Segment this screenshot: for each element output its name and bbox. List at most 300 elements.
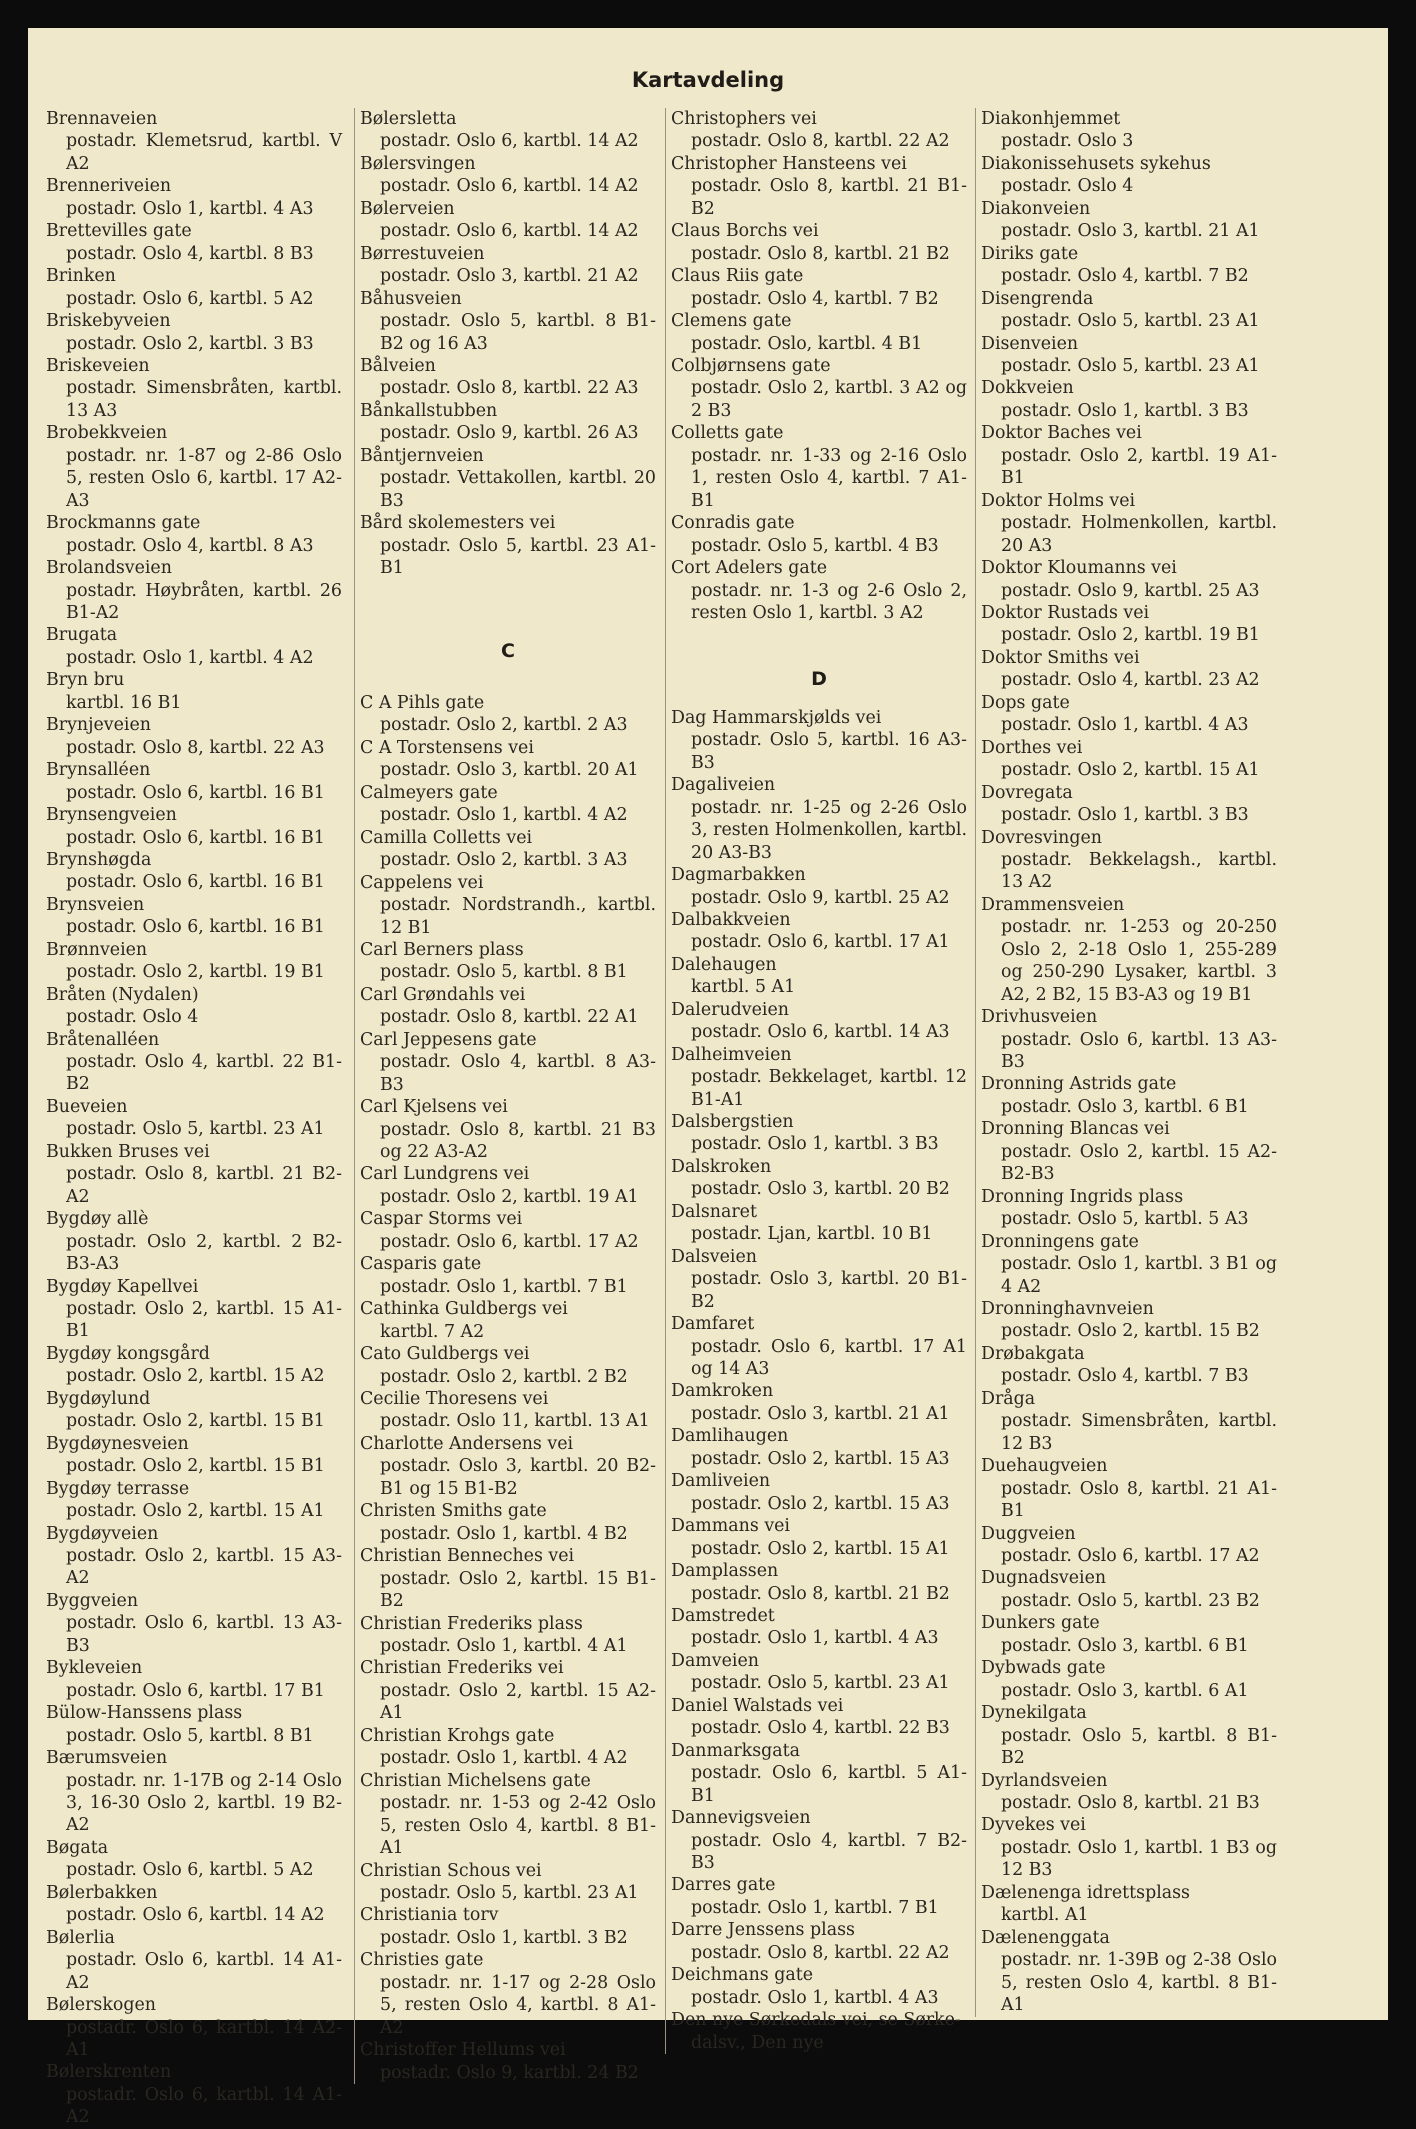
- street-name: Duggveien: [981, 1523, 1076, 1544]
- street-name: Christiania torv: [360, 1905, 499, 1926]
- street-name: Dalskroken: [671, 1156, 772, 1177]
- street-entry: [46, 1343, 342, 1388]
- street-detail: postadr. Oslo 4, kartbl. 23 A2: [1001, 670, 1260, 691]
- street-entry: [46, 1882, 342, 1927]
- street-entry: [981, 1388, 1277, 1455]
- street-name: Dalsveien: [671, 1246, 757, 1267]
- street-entry: [46, 1478, 342, 1523]
- street-detail: postadr. Oslo 8, kartbl. 21 B3 og 22 A3-A2: [380, 1119, 656, 1163]
- street-detail: postadr. Oslo 1, kartbl. 4 A2: [66, 647, 314, 668]
- street-detail: postadr. Oslo 2, kartbl. 15 A2-B2-B3: [1001, 1141, 1277, 1185]
- street-name: Diakonveien: [981, 198, 1091, 219]
- street-entry: [981, 1231, 1277, 1298]
- street-name: Bølersletta: [360, 109, 457, 129]
- street-entry: [671, 1695, 967, 1740]
- street-entry: [981, 1612, 1277, 1657]
- street-entry: [671, 1807, 967, 1874]
- street-entry: [46, 984, 342, 1029]
- street-name: Dops gate: [981, 692, 1070, 713]
- street-detail: postadr. Vettakollen, kartbl. 20 B3: [380, 468, 656, 511]
- street-name: Bølerbakken: [46, 1882, 158, 1903]
- street-detail: postadr. Oslo 1, kartbl. 3 B3: [691, 1134, 939, 1155]
- street-entry: [981, 108, 1277, 153]
- street-entry: [671, 422, 967, 512]
- street-name: Deichmans gate: [671, 1965, 814, 1986]
- street-detail: postadr. Oslo 6, kartbl. 14 A2: [66, 1905, 325, 1926]
- street-detail: postadr. Oslo 3, kartbl. 21 A1: [691, 1403, 950, 1424]
- street-entry: [46, 108, 342, 175]
- street-name: Carl Berners plass: [360, 939, 524, 960]
- street-name: Dovregata: [981, 782, 1073, 803]
- street-name: Daniel Walstads vei: [671, 1695, 844, 1716]
- street-name: Bålveien: [360, 355, 436, 376]
- street-detail: postadr. Oslo 4, kartbl. 7 B2-B3: [691, 1830, 967, 1873]
- street-detail: postadr. Oslo 2, kartbl. 15 A1: [1001, 760, 1260, 781]
- street-entry: [46, 1523, 342, 1590]
- street-entry: [360, 827, 656, 872]
- street-entry: [360, 1770, 656, 1860]
- street-detail: postadr. nr. 1-87 og 2-86 Oslo 5, resten Oslo 6, kartbl. 17 A2-A3: [66, 445, 342, 511]
- street-entry: [671, 954, 967, 999]
- street-entry: [671, 1111, 967, 1156]
- street-name: Dronning Ingrids plass: [981, 1186, 1184, 1207]
- street-detail: postadr. Oslo 4, kartbl. 7 B3: [1001, 1366, 1249, 1387]
- street-name: Den nye Sørkedals vei, se Sørke-: [671, 2010, 961, 2031]
- street-name: Diakonissehusets sykehus: [981, 153, 1211, 174]
- street-entry: [46, 512, 342, 557]
- street-entry: [981, 490, 1277, 557]
- street-name: Christian Krohgs gate: [360, 1725, 555, 1746]
- street-detail: kartbl. 16 B1: [66, 692, 182, 713]
- street-detail: postadr. Oslo 1, kartbl. 4 A3: [1001, 715, 1249, 736]
- entries-list: [671, 108, 967, 624]
- street-detail: postadr. Oslo 5, kartbl. 23 B2: [1001, 1590, 1260, 1611]
- street-name: Dalehaugen: [671, 954, 777, 975]
- street-entry: [981, 1567, 1277, 1612]
- street-name: Duehaugveien: [981, 1456, 1108, 1477]
- street-name: Dannevigsveien: [671, 1808, 811, 1829]
- street-name: Dronningens gate: [981, 1231, 1139, 1252]
- street-entry: [671, 1425, 967, 1470]
- street-detail: postadr. Oslo 4: [66, 1007, 199, 1028]
- street-detail: postadr. Oslo 5, kartbl. 23 A1: [380, 1882, 639, 1903]
- street-name: Christophers vei: [671, 109, 817, 129]
- street-detail: postadr. Oslo 5, kartbl. 23 A1: [1001, 355, 1260, 376]
- street-detail: postadr. Oslo 6, kartbl. 16 B1: [66, 782, 325, 803]
- street-name: Bærumsveien: [46, 1748, 168, 1769]
- street-entry: [981, 1927, 1277, 2017]
- street-detail: postadr. Oslo 1, kartbl. 4 A2: [380, 1748, 628, 1769]
- street-detail: postadr. Oslo 1, kartbl. 3 B3: [1001, 805, 1249, 826]
- street-detail: postadr. Oslo 5, kartbl. 8 B1: [66, 1725, 314, 1746]
- street-name: Båntjernveien: [360, 445, 484, 466]
- street-entry: [360, 872, 656, 939]
- street-entry: [46, 849, 342, 894]
- street-detail: postadr. Oslo 5, kartbl. 4 B3: [691, 535, 939, 556]
- street-entry: [46, 557, 342, 624]
- street-detail: postadr. Oslo 4, kartbl. 22 B3: [691, 1718, 950, 1739]
- street-entry: [360, 1343, 656, 1388]
- street-entry: [981, 1343, 1277, 1388]
- street-entry: [46, 714, 342, 759]
- street-entry: [46, 759, 342, 804]
- street-detail: postadr. Oslo 2, kartbl. 3 A3: [380, 850, 628, 871]
- street-detail: postadr. Oslo 4, kartbl. 8 B3: [66, 243, 314, 264]
- street-detail: postadr. Oslo 2, kartbl. 2 B2-B3-A3: [66, 1231, 342, 1275]
- street-name: Diakonhjemmet: [981, 109, 1121, 129]
- street-detail: postadr. Oslo 2, kartbl. 15 A1: [691, 1538, 950, 1559]
- street-detail: postadr. Oslo 2, kartbl. 19 A1-B1: [1001, 445, 1277, 489]
- street-name: Carl Grøndahls vei: [360, 984, 526, 1005]
- street-name: Dalbakkveien: [671, 909, 791, 930]
- column-2: [354, 108, 656, 2084]
- street-entry: [360, 1545, 656, 1612]
- street-name: Carl Kjelsens vei: [360, 1097, 508, 1118]
- street-detail: postadr. Oslo 6, kartbl. 16 B1: [66, 827, 325, 848]
- street-name: Bryn bru: [46, 670, 125, 691]
- street-entry: [46, 1433, 342, 1478]
- street-name: Drammensveien: [981, 894, 1125, 915]
- street-name: Charlotte Andersens vei: [360, 1433, 574, 1454]
- street-name: C A Torstensens vei: [360, 737, 534, 758]
- street-name: Briskeveien: [46, 355, 150, 376]
- street-detail: postadr. Oslo 2, kartbl. 19 B1: [66, 962, 325, 983]
- street-name: Dyvekes vei: [981, 1815, 1086, 1836]
- street-name: Bygdøy Kapellvei: [46, 1276, 199, 1297]
- street-detail: postadr. Oslo 6, kartbl. 14 A3: [691, 1022, 950, 1043]
- street-detail: postadr. Oslo 5, kartbl. 5 A3: [1001, 1209, 1249, 1230]
- street-name: Bølerskogen: [46, 1995, 156, 2016]
- street-detail: postadr. nr. 1-253 og 20-250 Oslo 2, 2-18 Oslo 1, 255-289 og 250-290 Lysaker, kartbl. 3 A2, 2 B2, 15 B3-A3 og 19 B1: [1001, 917, 1277, 1005]
- street-detail: postadr. Oslo 8, kartbl. 21 B2-A2: [66, 1164, 342, 1207]
- street-entry: [981, 243, 1277, 288]
- street-name: Bygdøynesveien: [46, 1433, 189, 1454]
- street-detail: postadr. Oslo 1, kartbl. 3 B2: [380, 1927, 628, 1948]
- street-entry: [671, 108, 967, 153]
- street-detail: postadr. Oslo 4, kartbl. 22 B1-B2: [66, 1052, 342, 1095]
- street-entry: [360, 939, 656, 984]
- street-name: Darre Jenssens plass: [671, 1920, 855, 1941]
- street-entry: [360, 1725, 656, 1770]
- street-detail: postadr. Oslo 2, kartbl. 15 A1: [66, 1501, 325, 1522]
- street-detail: postadr. Oslo 5, kartbl. 8 B1-B2 og 16 A3: [380, 311, 656, 354]
- street-detail: postadr. Oslo 2, kartbl. 3 B3: [66, 333, 314, 354]
- street-detail: postadr. Oslo 1, kartbl. 4 A1: [380, 1636, 628, 1656]
- street-entry: [46, 1029, 342, 1096]
- street-detail: postadr. Oslo 6, kartbl. 5 A1-B1: [691, 1763, 967, 1806]
- street-entry: [671, 1246, 967, 1313]
- street-entry: [671, 265, 967, 310]
- street-name: Conradis gate: [671, 513, 795, 534]
- street-name: Colletts gate: [671, 423, 784, 444]
- street-entry: [981, 1814, 1277, 1881]
- street-detail: postadr. Oslo 5, kartbl. 23 A1: [66, 1119, 325, 1140]
- street-detail: postadr. Oslo 8, kartbl. 22 A2: [691, 1942, 950, 1963]
- street-name: Christian Schous vei: [360, 1860, 542, 1881]
- street-name: Brynjeveien: [46, 715, 151, 736]
- street-entry: [671, 1380, 967, 1425]
- street-name: Cato Guldbergs vei: [360, 1344, 530, 1365]
- street-name: Christoffer Hellums vei: [360, 2040, 566, 2061]
- street-entry: [46, 1994, 342, 2061]
- street-name: Dovresvingen: [981, 827, 1102, 848]
- street-name: Børrestuveien: [360, 243, 485, 264]
- street-name: Brugata: [46, 625, 118, 646]
- street-name: Christies gate: [360, 1950, 484, 1971]
- street-detail: postadr. Oslo 5, kartbl. 23 A1: [691, 1673, 950, 1694]
- street-entry: [981, 827, 1277, 894]
- street-detail: postadr. Oslo 2, kartbl. 19 A1: [380, 1186, 639, 1207]
- street-detail: postadr. Oslo 6, kartbl. 14 A2: [380, 131, 639, 152]
- street-entry: [360, 692, 656, 737]
- street-name: Brinken: [46, 266, 116, 287]
- street-name: Casparis gate: [360, 1254, 482, 1275]
- column-1: [46, 108, 342, 2129]
- street-detail: postadr. nr. 1-17B og 2-14 Oslo 3, 16-30 Oslo 2, kartbl. 19 B2-A2: [66, 1770, 342, 1836]
- street-name: Drivhusveien: [981, 1007, 1098, 1028]
- street-entry: [46, 1208, 342, 1275]
- street-name: Cappelens vei: [360, 872, 484, 893]
- street-detail: postadr. Oslo 3, kartbl. 20 B2: [691, 1179, 950, 1200]
- street-entry: [360, 984, 656, 1029]
- street-entry: [360, 1096, 656, 1163]
- street-entry: [360, 1388, 656, 1433]
- street-name: Briskebyveien: [46, 311, 171, 332]
- street-name: Dag Hammarskjølds vei: [671, 707, 882, 728]
- street-detail: postadr. Oslo 4, kartbl. 8 A3: [66, 535, 314, 556]
- page-header: Kartavdeling: [631, 68, 785, 92]
- street-detail: postadr. Oslo 2, kartbl. 15 B1: [66, 1456, 325, 1477]
- street-detail: postadr. nr. 1-33 og 2-16 Oslo 1, resten Oslo 4, kartbl. 7 A1-B1: [691, 445, 967, 511]
- street-detail: postadr. Oslo 3, kartbl. 20 B1-B2: [691, 1269, 967, 1312]
- street-entry: [360, 1949, 656, 2039]
- street-entry: [981, 1006, 1277, 1073]
- street-entry: [981, 1770, 1277, 1815]
- street-entry: [981, 333, 1277, 378]
- street-entry: [671, 310, 967, 355]
- street-detail: postadr. Oslo 3, kartbl. 6 B1: [1001, 1635, 1249, 1656]
- street-name: Christian Frederiks vei: [360, 1658, 564, 1679]
- street-name: Damlihaugen: [671, 1426, 789, 1447]
- street-detail: postadr. Oslo 6, kartbl. 17 A1 og 14 A3: [691, 1336, 967, 1380]
- street-detail: postadr. nr. 1-3 og 2-6 Oslo 2, resten Oslo 1, kartbl. 3 A2: [691, 580, 967, 623]
- street-name: C A Pihls gate: [360, 692, 485, 713]
- street-name: Bueveien: [46, 1096, 128, 1117]
- street-detail: postadr. Oslo 3, kartbl. 20 A1: [380, 760, 639, 781]
- directory-page: [28, 28, 1388, 2128]
- street-entry: [360, 445, 656, 512]
- street-name: Brennaveien: [46, 109, 158, 129]
- street-detail: postadr. Oslo 9, kartbl. 25 A3: [1001, 580, 1260, 601]
- street-detail: postadr. Oslo 2, kartbl. 15 A1-B1: [66, 1299, 342, 1342]
- street-name: Cecilie Thoresens vei: [360, 1389, 549, 1410]
- street-name: Christian Frederiks plass: [360, 1613, 583, 1634]
- street-name: Brynshøgda: [46, 849, 152, 870]
- street-entry: [46, 1096, 342, 1141]
- street-entry: [981, 1702, 1277, 1769]
- street-detail: postadr. Oslo 6, kartbl. 14 A2-A1: [66, 2017, 342, 2060]
- street-name: Bånkallstubben: [360, 400, 498, 421]
- street-entry: [981, 153, 1277, 198]
- street-entry: [360, 400, 656, 445]
- street-name: Dammans vei: [671, 1516, 790, 1537]
- street-name: Bygdøy terrasse: [46, 1478, 190, 1499]
- street-detail: postadr. Oslo 6, kartbl. 13 A3-B3: [1001, 1029, 1277, 1073]
- street-entry: [360, 1253, 656, 1298]
- street-detail: postadr. Oslo 1, kartbl. 3 B3: [1001, 400, 1249, 421]
- street-name: Bukken Bruses vei: [46, 1141, 210, 1162]
- street-detail: postadr. nr. 1-53 og 2-42 Oslo 5, resten Oslo 4, kartbl. 8 B1-A1: [380, 1793, 656, 1859]
- street-name: Båhusveien: [360, 288, 462, 309]
- street-entry: [981, 1073, 1277, 1118]
- street-name: Dugnadsveien: [981, 1568, 1107, 1589]
- street-entry: [671, 1560, 967, 1605]
- street-entry: [671, 1044, 967, 1111]
- street-name: Dagaliveien: [671, 775, 776, 796]
- street-detail: postadr. Oslo 3, kartbl. 6 B1: [1001, 1096, 1249, 1117]
- street-entry: [360, 1613, 656, 1658]
- street-detail: postadr. Oslo 2, kartbl. 19 B1: [1001, 625, 1260, 646]
- street-entry: [671, 707, 967, 774]
- street-detail: postadr. Oslo 5, kartbl. 23 A1: [1001, 311, 1260, 332]
- street-entry: [360, 198, 656, 243]
- street-detail: postadr. Oslo 3, kartbl. 6 A1: [1001, 1680, 1249, 1701]
- street-entry: [671, 999, 967, 1044]
- street-entry: [360, 512, 656, 579]
- street-detail: postadr. Oslo 6, kartbl. 16 B1: [66, 917, 325, 938]
- street-detail: postadr. Oslo 6, kartbl. 5 A2: [66, 288, 314, 309]
- street-entry: [981, 1118, 1277, 1185]
- street-entry: [46, 2061, 342, 2128]
- street-detail: postadr. Oslo 5, kartbl. 8 B1: [380, 962, 628, 983]
- street-detail: postadr. Oslo 2, kartbl. 2 B2: [380, 1366, 628, 1387]
- street-name: Christopher Hansteens vei: [671, 153, 907, 174]
- street-entry: [981, 602, 1277, 647]
- street-name: Dynekilgata: [981, 1703, 1087, 1724]
- street-detail: postadr. nr. 1-39B og 2-38 Oslo 5, resten Oslo 4, kartbl. 8 B1-A1: [1001, 1950, 1277, 2016]
- street-name: Christian Michelsens gate: [360, 1770, 591, 1791]
- street-name: Bård skolemesters vei: [360, 513, 556, 534]
- street-entry: [671, 1740, 967, 1807]
- street-detail: postadr. Oslo 4, kartbl. 7 B2: [691, 288, 939, 309]
- street-entry: [46, 1388, 342, 1433]
- street-name: Damkroken: [671, 1381, 774, 1402]
- street-entry: [46, 1837, 342, 1882]
- street-name: Bølerskrenten: [46, 2062, 172, 2083]
- entries-list: [360, 108, 656, 580]
- street-detail: postadr. Oslo 1, kartbl. 4 B2: [380, 1523, 628, 1544]
- street-name: Dælenenga idrettsplass: [981, 1882, 1190, 1903]
- street-entry: [671, 1313, 967, 1380]
- street-entry: [46, 1702, 342, 1747]
- street-entry: [671, 512, 967, 557]
- street-detail: postadr. Oslo 1, kartbl. 4 A3: [691, 1987, 939, 2008]
- street-detail: postadr. Simensbråten, kartbl. 12 B3: [1001, 1411, 1277, 1454]
- street-entry: [671, 220, 967, 265]
- street-detail: postadr. Oslo 8, kartbl. 21 B3: [1001, 1792, 1260, 1813]
- street-entry: [671, 1201, 967, 1246]
- street-name: Doktor Smiths vei: [981, 647, 1140, 668]
- street-name: Dråga: [981, 1388, 1036, 1409]
- street-detail: postadr. Oslo 9, kartbl. 25 A2: [691, 887, 950, 908]
- street-detail: postadr. Oslo 6, kartbl. 16 B1: [66, 872, 325, 893]
- street-name: Dronning Astrids gate: [981, 1074, 1177, 1095]
- street-detail: postadr. Oslo 8, kartbl. 22 A3: [66, 737, 325, 758]
- street-entry: [46, 1747, 342, 1837]
- street-name: Brenneriveien: [46, 176, 172, 197]
- street-detail: postadr. Oslo 2, kartbl. 15 B2: [1001, 1321, 1260, 1342]
- street-entry: [671, 2009, 967, 2054]
- street-entry: [46, 310, 342, 355]
- section-heading-d: D: [811, 668, 827, 691]
- street-entry: [981, 692, 1277, 737]
- street-entry: [671, 1156, 967, 1201]
- street-detail: postadr. Oslo 8, kartbl. 22 A1: [380, 1007, 639, 1028]
- street-detail: postadr. Oslo 6, kartbl. 14 A1-A2: [66, 1950, 342, 1993]
- street-name: Claus Riis gate: [671, 266, 804, 287]
- street-detail: postadr. Oslo 5, kartbl. 16 A3-B3: [691, 730, 967, 773]
- street-detail: postadr. Oslo 2, kartbl. 15 A2: [66, 1366, 325, 1387]
- street-name: Damstredet: [671, 1606, 775, 1626]
- street-name: Damfaret: [671, 1314, 755, 1335]
- street-detail: postadr. Oslo 2, kartbl. 15 B1-B2: [380, 1568, 656, 1612]
- street-entry: [671, 1515, 967, 1560]
- column-4: [975, 108, 1277, 2017]
- street-entry: [360, 355, 656, 400]
- street-entry: [671, 1919, 967, 1964]
- street-entry: [360, 1657, 656, 1724]
- street-detail: postadr. Oslo 4, kartbl. 7 B2: [1001, 266, 1249, 287]
- street-entry: [46, 1590, 342, 1657]
- street-detail: kartbl. A1: [1001, 1905, 1089, 1926]
- street-detail: postadr. Oslo 8, kartbl. 21 B2: [691, 1583, 950, 1604]
- street-name: Cathinka Guldbergs vei: [360, 1299, 568, 1320]
- street-entry: [981, 288, 1277, 333]
- street-name: Dronning Blancas vei: [981, 1119, 1170, 1140]
- street-entry: [46, 175, 342, 220]
- street-entry: [671, 864, 967, 909]
- street-name: Caspar Storms vei: [360, 1209, 523, 1230]
- street-entry: [981, 422, 1277, 489]
- street-name: Carl Jeppesens gate: [360, 1029, 537, 1050]
- street-entry: [671, 153, 967, 220]
- street-detail: postadr. Oslo 3, kartbl. 21 A1: [1001, 221, 1260, 242]
- street-detail: postadr. Oslo 3, kartbl. 20 B2-B1 og 15 B1-B2: [380, 1456, 656, 1499]
- street-name: Cort Adelers gate: [671, 558, 827, 579]
- street-detail: postadr. Nordstrandh., kartbl. 12 B1: [380, 895, 656, 938]
- street-name: Dyrlandsveien: [981, 1770, 1108, 1791]
- street-detail: postadr. Oslo 2, kartbl. 2 A3: [380, 715, 628, 736]
- street-entry: [360, 1029, 656, 1096]
- street-entry: [671, 1470, 967, 1515]
- street-entry: [671, 1964, 967, 2009]
- street-detail: postadr. Oslo 6, kartbl. 17 A1: [691, 932, 950, 953]
- street-name: Damplassen: [671, 1561, 779, 1582]
- street-name: Disenveien: [981, 333, 1079, 354]
- street-entry: [360, 1163, 656, 1208]
- street-detail: postadr. Oslo 9, kartbl. 26 A3: [380, 423, 639, 444]
- street-name: Bølersvingen: [360, 153, 476, 174]
- street-name: Colbjørnsens gate: [671, 355, 831, 376]
- street-detail: postadr. Oslo 8, kartbl. 21 B1-B2: [691, 176, 967, 219]
- street-entry: [360, 1904, 656, 1949]
- street-detail: postadr. Oslo 8, kartbl. 22 A2: [691, 131, 950, 152]
- street-name: Dagmarbakken: [671, 865, 806, 886]
- street-detail: postadr. Oslo 3: [1001, 131, 1134, 152]
- street-entry: [360, 288, 656, 355]
- street-detail: postadr. Oslo 1, kartbl. 1 B3 og 12 B3: [1001, 1837, 1277, 1881]
- street-entry: [46, 939, 342, 984]
